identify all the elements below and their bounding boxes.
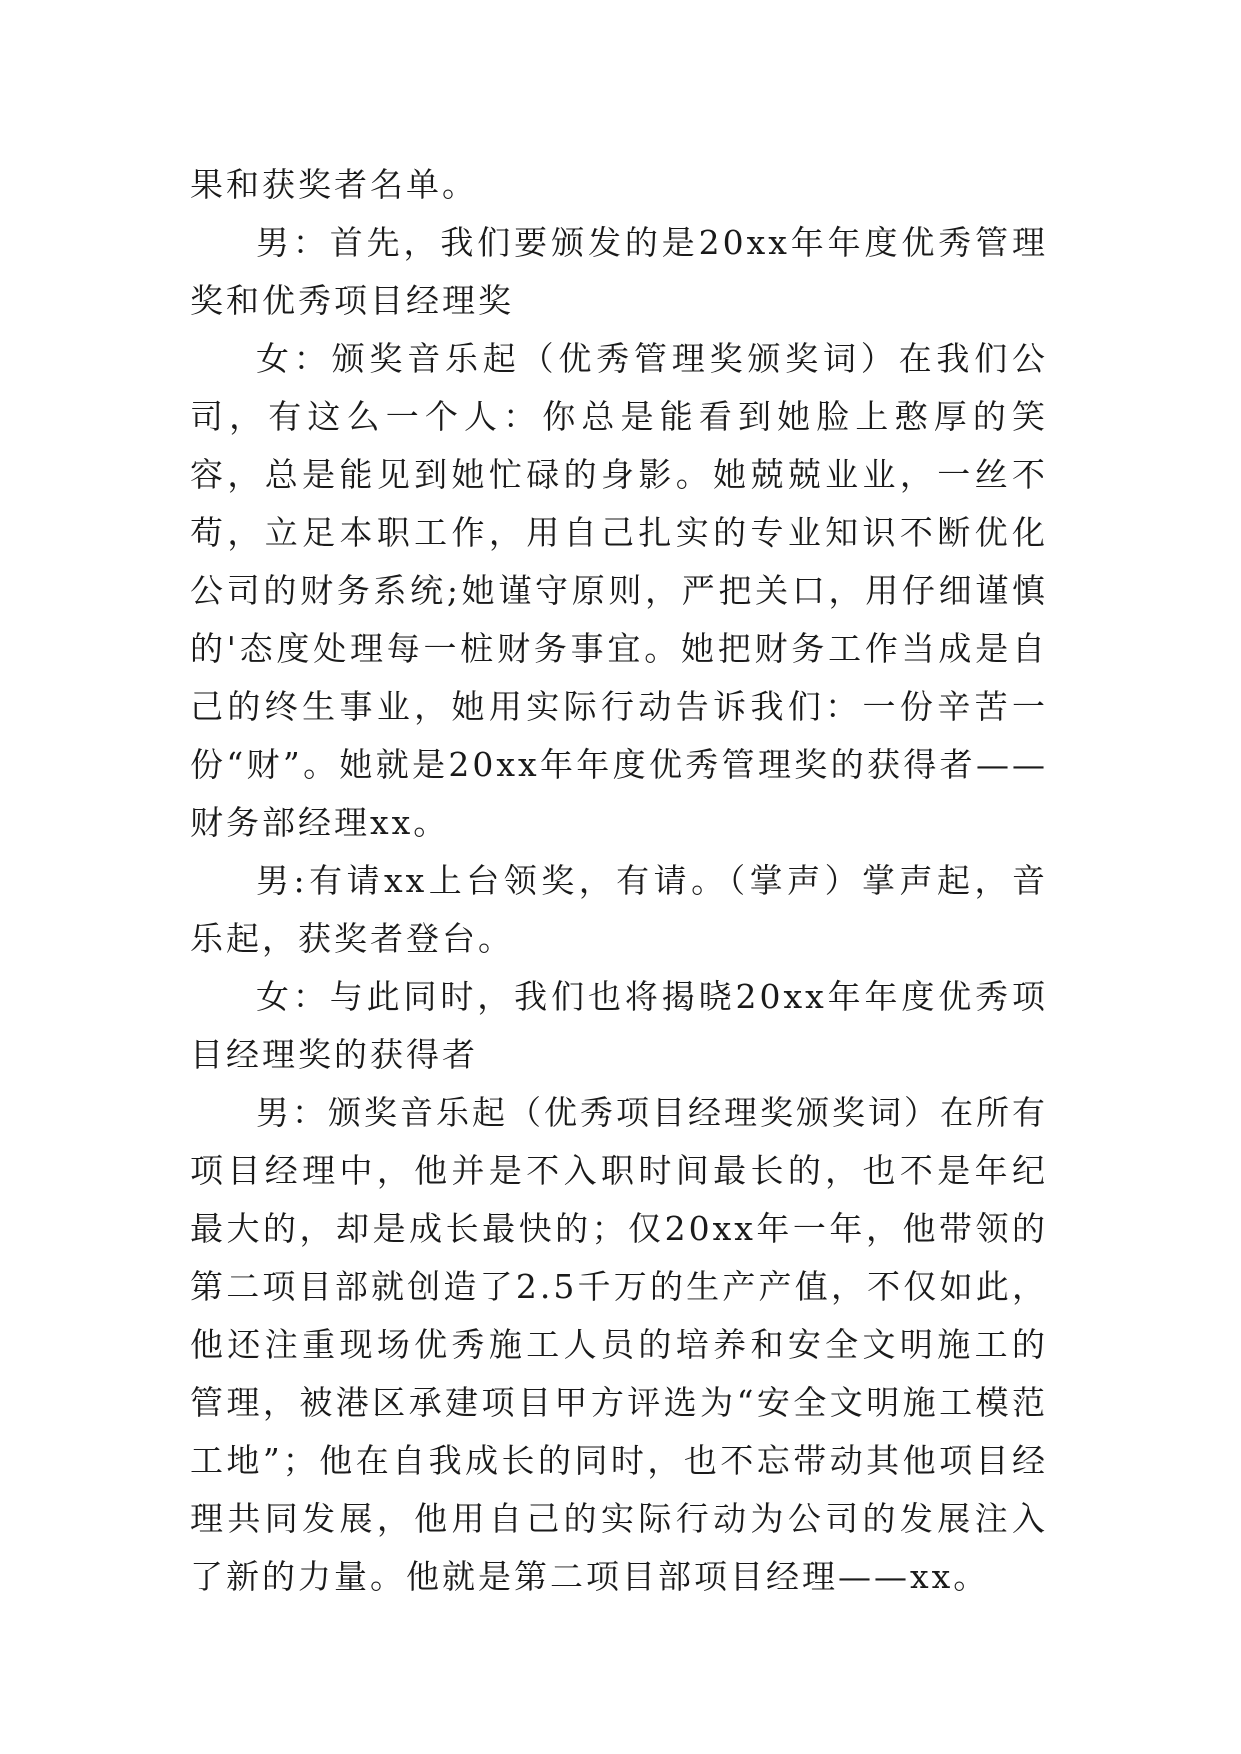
paragraph: 男：颁奖音乐起（优秀项目经理奖颁奖词）在所有项目经理中，他并是不入职时间最长的，也不是年纪最大的，却是成长最快的；仅20xx年一年，他带领的第二项目部就创造了2.5千万的生产产值，不仅如此，他还注重现场优秀施工人员的培养和安全文明施工的管理，被港区承建项目甲方评选为“安全文明施工模范工地”；他在自我成长的同时，也不忘带动其他项目经理共同发展，他用自己的实际行动为公司的发展注入了新的力量。他就是第二项目部项目经理——xx。 [190,1093,1048,1596]
paragraph: 女：颁奖音乐起（优秀管理奖颁奖词）在我们公司，有这么一个人：你总是能看到她脸上憨厚的笑容，总是能见到她忙碌的身影。她兢兢业业，一丝不苟，立足本职工作，用自己扎实的专业知识不断优化公司的财务系统;她谨守原则，严把关口，用仔细谨慎的'态度处理每一桩财务事宜。她把财务工作当成是自己的终生事业，她用实际行动告诉我们：一份辛苦一份“财”。她就是20xx年年度优秀管理奖的获得者——财务部经理xx。 [190,339,1048,842]
document-body [190,156,1048,1606]
paragraph: 果和获奖者名单。 [190,165,478,204]
paragraph: 男:有请xx上台领奖，有请。（掌声）掌声起，音乐起，获奖者登台。 [190,861,1048,958]
paragraph: 男：首先，我们要颁发的是20xx年年度优秀管理奖和优秀项目经理奖 [190,223,1048,320]
paragraph: 女：与此同时，我们也将揭晓20xx年年度优秀项目经理奖的获得者 [190,977,1048,1074]
